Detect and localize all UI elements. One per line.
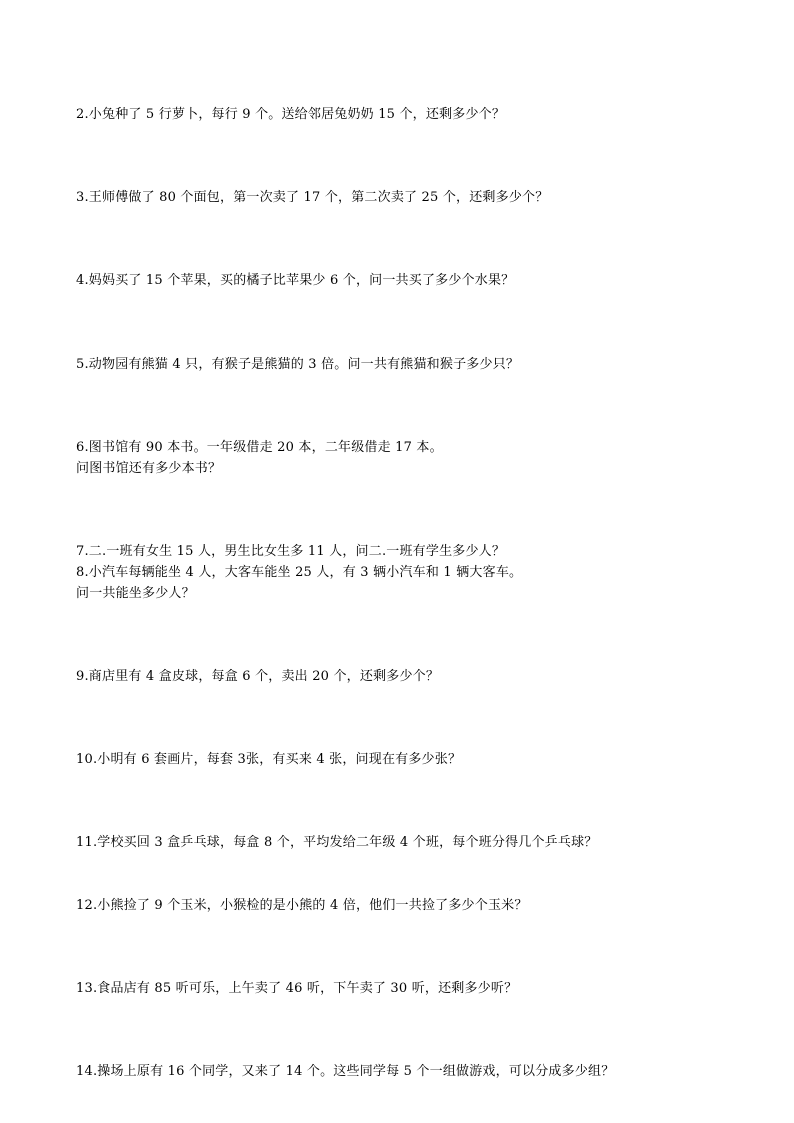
- question-3: 3.王师傅做了 80 个面包，第一次卖了 17 个，第二次卖了 25 个，还剩多少个？: [76, 190, 549, 205]
- question-11: 11.学校买回 3 盒乒乓球，每盒 8 个，平均发给二年级 4 个班，每个班分得几个乒乓球？: [76, 835, 598, 850]
- question-6-continued: 问图书馆还有多少本书？: [76, 461, 222, 476]
- question-9: 9.商店里有 4 盒皮球，每盒 6 个，卖出 20 个，还剩多少个？: [76, 669, 440, 684]
- question-4: 4.妈妈买了 15 个苹果，买的橘子比苹果少 6 个，问一共买了多少个水果？: [76, 273, 515, 288]
- question-13: 13.食品店有 85 听可乐，上午卖了 46 听，下午卖了 30 听，还剩多少听？: [76, 981, 518, 996]
- question-2: 2.小兔种了 5 行萝卜，每行 9 个。送给邻居兔奶奶 15 个，还剩多少个？: [76, 107, 506, 122]
- question-8: 8.小汽车每辆能坐 4 人，大客车能坐 25 人，有 3 辆小汽车和 1 辆大客车。: [76, 565, 523, 580]
- question-6: 6.图书馆有 90 本书。一年级借走 20 本，二年级借走 17 本。: [76, 440, 443, 455]
- question-7: 7.二.一班有女生 15 人，男生比女生多 11 人，问二.一班有学生多少人？: [76, 544, 506, 559]
- question-5: 5.动物园有熊猫 4 只，有猴子是熊猫的 3 倍。问一共有熊猫和猴子多少只？: [76, 357, 520, 372]
- question-14: 14.操场上原有 16 个同学，又来了 14 个。这些同学每 5 个一组做游戏，可以分成多少组？: [76, 1064, 615, 1079]
- question-12: 12.小熊捡了 9 个玉米，小猴检的是小熊的 4 倍，他们一共捡了多少个玉米？: [76, 898, 528, 913]
- question-10: 10.小明有 6 套画片，每套 3张，有买来 4 张，问现在有多少张？: [76, 752, 462, 767]
- question-8-continued: 问一共能坐多少人？: [76, 586, 195, 601]
